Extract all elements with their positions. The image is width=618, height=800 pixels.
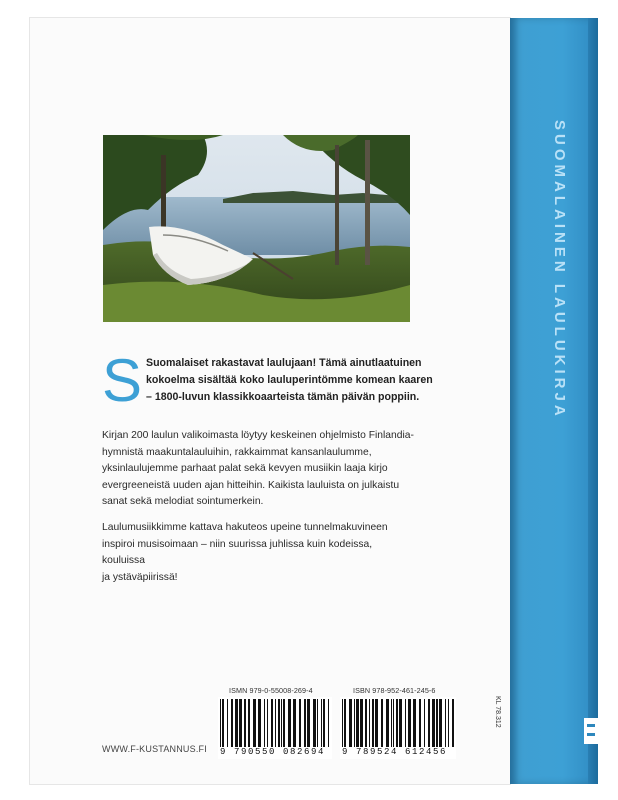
- barcode-bar: [220, 699, 221, 747]
- publisher-logo-icon: [584, 718, 598, 744]
- barcode-bar: [452, 699, 454, 747]
- barcode-bar: [317, 699, 318, 747]
- barcode-bar: [258, 699, 261, 747]
- intro-line: – 1800-luvun klassikkoaarteista tämän päivän poppiin.: [146, 391, 420, 403]
- intro-text: [146, 355, 436, 406]
- barcode-bar: [369, 699, 370, 747]
- ismn-digits: 9 790550 082694: [220, 747, 326, 757]
- barcode-bar: [448, 699, 449, 747]
- barcode-bar: [313, 699, 316, 747]
- barcode-bar: [264, 699, 265, 747]
- paragraph-line: yksinlaulujemme parhaat palat sekä kevyen musiikin laaja kirjo: [102, 463, 388, 474]
- paragraph-line: sanat sekä melodiat sointumerkein.: [102, 496, 264, 507]
- barcode-bars: [340, 699, 456, 749]
- barcode-bar: [248, 699, 250, 747]
- barcode-bar: [267, 699, 268, 747]
- isbn-label: ISBN 978-952-461-245-6: [353, 686, 436, 695]
- barcode-bar: [349, 699, 352, 747]
- drop-cap: S: [102, 347, 143, 414]
- barcode-bar: [275, 699, 276, 747]
- barcode-bar: [239, 699, 242, 747]
- barcode-bar: [405, 699, 406, 747]
- barcode-bar: [372, 699, 374, 747]
- barcode-bar: [227, 699, 228, 747]
- paragraph-line: ja ystäväpiirissä!: [102, 571, 178, 583]
- barcode-bar: [428, 699, 430, 747]
- barcode-bar: [436, 699, 438, 747]
- intro-line: kokoelma sisältää koko lauluperintömme komean kaaren: [146, 374, 433, 386]
- barcode-bar: [356, 699, 359, 747]
- barcode-bar: [328, 699, 329, 747]
- barcode-bar: [375, 699, 378, 747]
- barcode-bars: [218, 699, 332, 749]
- paragraph-line: Laulumusiikkimme kattava hakuteos upeine tunnelmakuvineen: [102, 522, 388, 533]
- barcode-bar: [283, 699, 285, 747]
- barcode-bar: [321, 699, 322, 747]
- barcode-bar: [293, 699, 296, 747]
- barcode-bar: [399, 699, 402, 747]
- intro-line: Suomalaiset rakastavat laulujaan! Tämä ainutlaatuinen: [146, 357, 422, 369]
- barcode-bar: [344, 699, 346, 747]
- paragraph-line: hymnistä maakuntalauluihin, rakkaimmat kansanlaulumme,: [102, 446, 372, 458]
- barcode-bar: [424, 699, 425, 747]
- intro-block: [102, 347, 433, 417]
- barcode-bar: [360, 699, 363, 747]
- barcode-bar: [365, 699, 367, 747]
- barcode-bar: [222, 699, 224, 747]
- closing-paragraph: [102, 520, 417, 586]
- barcode-bar: [288, 699, 291, 747]
- barcode-bar: [432, 699, 435, 747]
- classification-code: KL 78.312: [494, 696, 501, 728]
- barcode-bar: [386, 699, 389, 747]
- spine-edge: [588, 18, 598, 784]
- spine-title: SUOMALAINEN LAULUKIRJA: [551, 120, 568, 420]
- barcode-bar: [381, 699, 383, 747]
- isbn-digits: 9 789524 612456: [342, 747, 448, 757]
- barcode-bar: [439, 699, 442, 747]
- paragraph-line: Kirjan 200 laulun valikoimasta löytyy keskeinen ohjelmisto Finlandia-: [102, 430, 414, 441]
- barcode-bar: [408, 699, 411, 747]
- barcode-bar: [396, 699, 398, 747]
- barcode-bar: [307, 699, 310, 747]
- barcode-bar: [393, 699, 394, 747]
- barcode-bar: [244, 699, 246, 747]
- barcode-bar: [413, 699, 416, 747]
- publisher-website: WWW.F-KUSTANNUS.FI: [102, 744, 207, 754]
- barcode-bar: [323, 699, 325, 747]
- barcode-bar: [253, 699, 256, 747]
- lake-boat-photo: [103, 135, 410, 322]
- paragraph-line: inspiroi musisoimaan – niin suurissa juhlissa kuin kodeissa, kouluissa: [102, 538, 373, 566]
- barcode-bar: [354, 699, 355, 747]
- description-paragraph: [102, 428, 417, 511]
- ismn-label: ISMN 979-0-55008-269-4: [229, 686, 313, 695]
- paragraph-line: evergreeneistä uuden ajan hitteihin. Kaikista lauluista on julkaistu: [102, 479, 400, 491]
- barcode-bar: [235, 699, 238, 747]
- barcode-bar: [278, 699, 280, 747]
- barcode-bar: [299, 699, 301, 747]
- barcode-bar: [445, 699, 446, 747]
- barcode-bar: [271, 699, 273, 747]
- barcode-bar: [342, 699, 343, 747]
- barcode-bar: [231, 699, 233, 747]
- barcode-bar: [304, 699, 306, 747]
- barcode-bar: [419, 699, 421, 747]
- barcode-bar: [391, 699, 392, 747]
- barcode-bar: [281, 699, 282, 747]
